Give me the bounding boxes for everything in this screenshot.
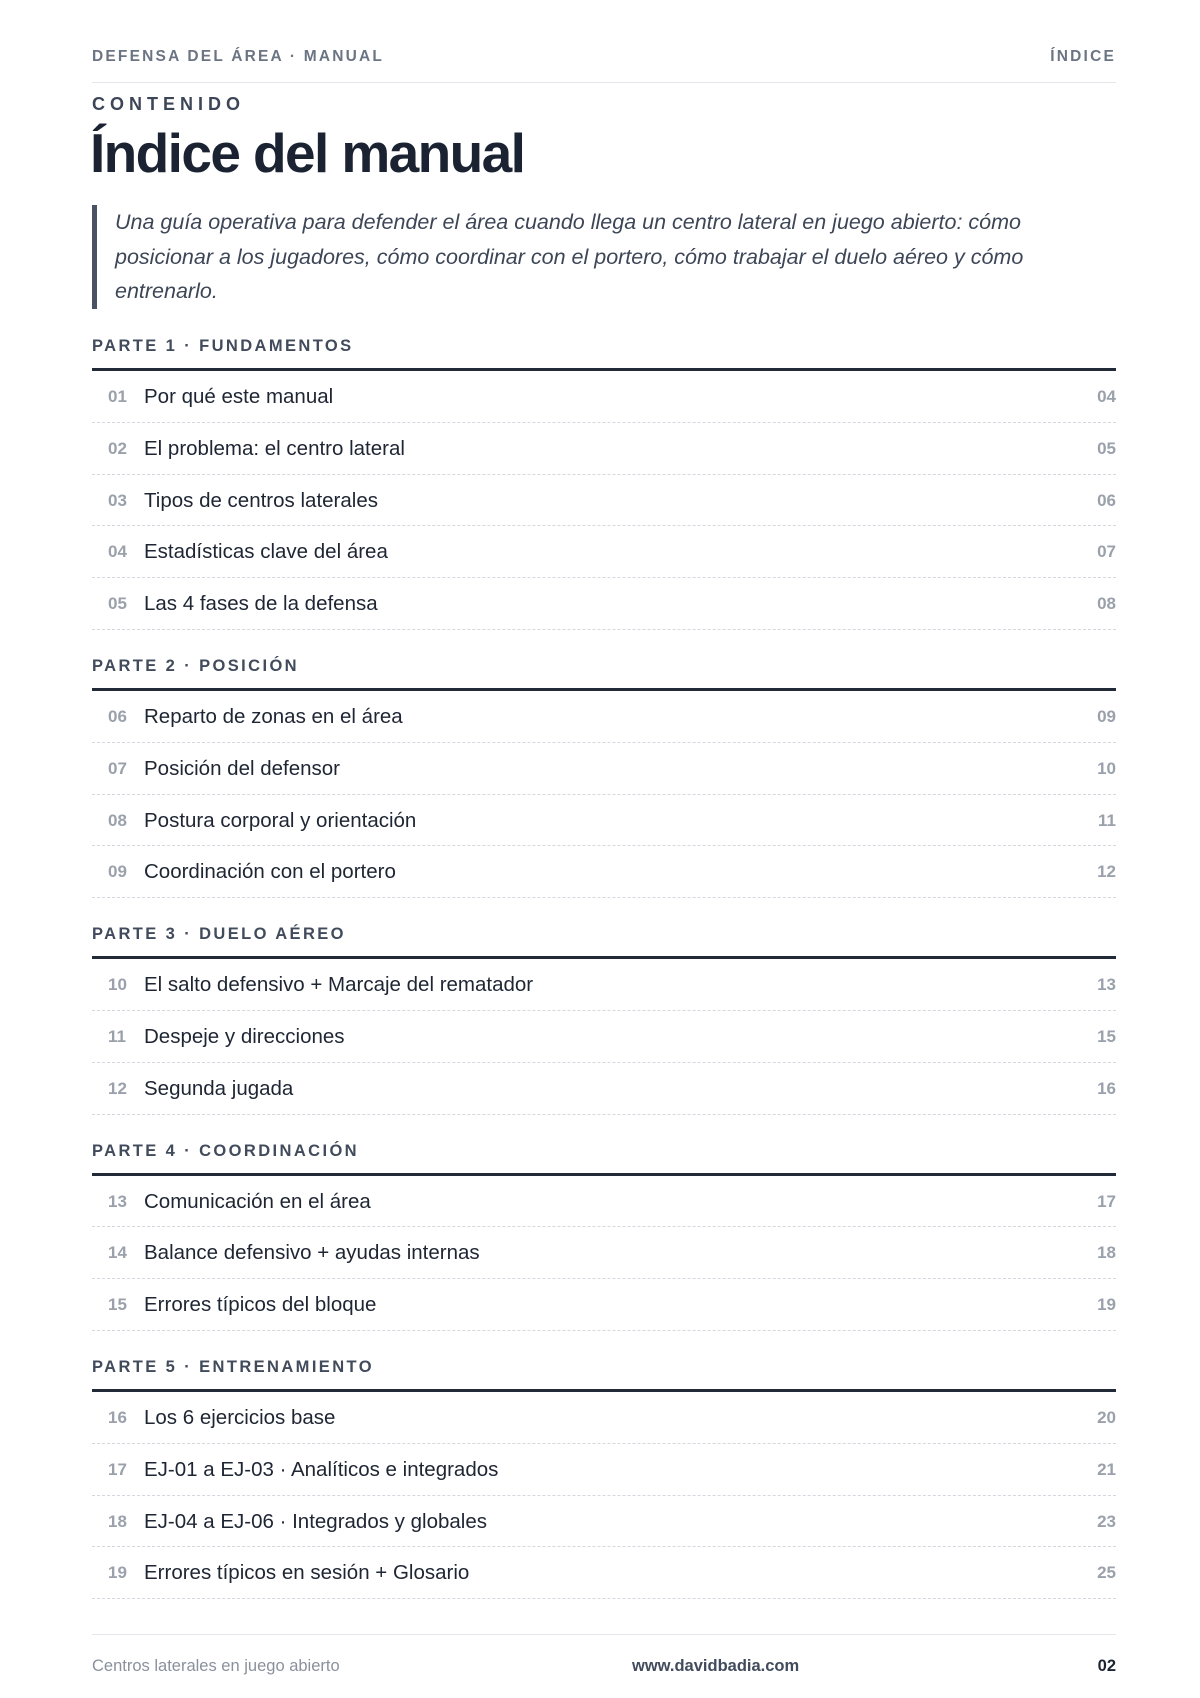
toc-entry-page: 04 — [1097, 387, 1116, 406]
toc-entry[interactable] — [92, 475, 1116, 527]
toc-entry-title: Segunda jugada — [144, 1076, 294, 1100]
toc-entry-title: Las 4 fases de la defensa — [144, 592, 378, 616]
toc-entry-number: 07 — [108, 758, 127, 778]
toc-entry-page: 11 — [1098, 810, 1116, 830]
toc-entry-title: Errores típicos del bloque — [144, 1293, 377, 1317]
toc-entry-title: Errores típicos en sesión + Glosario — [144, 1561, 470, 1585]
toc-entry[interactable] — [92, 795, 1116, 847]
toc-entry-page: 08 — [1097, 594, 1116, 614]
running-header — [92, 48, 1116, 83]
toc-entry-page: 18 — [1097, 1243, 1116, 1263]
toc-entry-page: 20 — [1097, 1407, 1116, 1427]
toc-entry-page: 09 — [1097, 706, 1116, 726]
toc-entry[interactable] — [92, 1227, 1116, 1279]
toc-entry[interactable] — [92, 743, 1116, 795]
toc-entry-number: 15 — [108, 1295, 127, 1315]
toc-entry-title: Los 6 ejercicios base — [144, 1405, 336, 1429]
toc-entry[interactable] — [92, 423, 1116, 475]
toc-entry[interactable] — [92, 578, 1116, 630]
toc-entry-page: 21 — [1097, 1459, 1116, 1479]
toc-part — [92, 336, 1116, 630]
toc-entry[interactable] — [92, 1011, 1116, 1063]
toc-entry-title: Despeje y direcciones — [144, 1024, 345, 1048]
toc-entry-page: 12 — [1097, 862, 1116, 882]
toc-entry-number: 01 — [108, 387, 127, 406]
toc-entry-number: 08 — [108, 810, 127, 830]
toc-entry[interactable] — [92, 959, 1116, 1011]
footer-page-number: 02 — [1097, 1657, 1116, 1675]
toc-part-header: PARTE 1 · FUNDAMENTOS — [92, 336, 1116, 371]
toc-entry-number: 09 — [108, 862, 127, 882]
toc-entry-page: 06 — [1097, 490, 1116, 510]
toc-entry-title: El salto defensivo + Marcaje del rematador — [144, 973, 534, 997]
section-eyebrow: CONTENIDO — [92, 94, 245, 114]
toc-entry[interactable] — [92, 1444, 1116, 1496]
toc-part-header: PARTE 3 · DUELO AÉREO — [92, 924, 1116, 959]
toc-part-header: PARTE 4 · COORDINACIÓN — [92, 1141, 1116, 1176]
page-footer — [92, 1634, 1116, 1675]
toc-entry-title: Postura corporal y orientación — [144, 808, 417, 832]
toc-entry-page: 17 — [1097, 1191, 1116, 1211]
toc-entry-page: 23 — [1097, 1511, 1116, 1531]
toc-entry-page: 16 — [1097, 1078, 1116, 1098]
toc-entry-title: EJ-04 a EJ-06 · Integrados y globales — [144, 1509, 487, 1533]
toc-entry-number: 02 — [108, 438, 127, 458]
footer-book-title: Centros laterales en juego abierto — [92, 1657, 340, 1675]
toc-entry-page: 25 — [1097, 1563, 1116, 1583]
running-header-section: ÍNDICE — [1050, 48, 1116, 65]
running-header-title: DEFENSA DEL ÁREA · MANUAL — [92, 48, 385, 65]
toc-part — [92, 1141, 1116, 1331]
page-title: Índice del manual — [90, 122, 525, 184]
toc-entry-number: 14 — [108, 1243, 127, 1263]
toc-entry-page: 10 — [1097, 758, 1116, 778]
toc-entry[interactable] — [92, 1279, 1116, 1331]
toc-part-header: PARTE 2 · POSICIÓN — [92, 656, 1116, 691]
toc-entry-page: 13 — [1097, 975, 1116, 995]
toc-entry-title: Por qué este manual — [144, 385, 334, 408]
toc-entry-page: 19 — [1097, 1295, 1116, 1315]
toc-entry-title: Reparto de zonas en el área — [144, 704, 403, 728]
table-of-contents — [92, 336, 1116, 1599]
toc-part — [92, 1357, 1116, 1599]
toc-entry-title: Comunicación en el área — [144, 1189, 371, 1213]
toc-entry-number: 03 — [108, 490, 127, 510]
toc-entry[interactable] — [92, 1496, 1116, 1548]
toc-entry-number: 10 — [108, 975, 127, 995]
toc-part — [92, 656, 1116, 898]
toc-entry[interactable] — [92, 1063, 1116, 1115]
toc-entry-number: 19 — [108, 1563, 127, 1583]
toc-entry-number: 17 — [108, 1459, 127, 1479]
toc-entry-title: Tipos de centros laterales — [144, 488, 378, 512]
toc-entry[interactable] — [92, 1176, 1116, 1228]
toc-entry[interactable] — [92, 371, 1116, 423]
toc-entry-title: Posición del defensor — [144, 756, 341, 780]
toc-entry-page: 15 — [1097, 1026, 1116, 1046]
toc-entry-page: 07 — [1097, 542, 1116, 562]
toc-entry-title: EJ-01 a EJ-03 · Analíticos e integrados — [144, 1457, 499, 1481]
toc-entry-number: 04 — [108, 542, 127, 562]
toc-entry[interactable] — [92, 526, 1116, 578]
toc-entry-number: 06 — [108, 706, 127, 726]
toc-part — [92, 924, 1116, 1114]
toc-entry-page: 05 — [1097, 438, 1116, 458]
toc-part-header: PARTE 5 · ENTRENAMIENTO — [92, 1357, 1116, 1392]
toc-entry-number: 12 — [108, 1078, 127, 1098]
toc-entry-title: El problema: el centro lateral — [144, 436, 405, 460]
footer-website-link[interactable]: www.davidbadia.com — [632, 1657, 800, 1675]
toc-entry-title: Estadísticas clave del área — [144, 540, 388, 564]
toc-entry[interactable] — [92, 1392, 1116, 1444]
toc-entry-number: 13 — [108, 1191, 127, 1211]
lead-quote: Una guía operativa para defender el área cuando llega un centro lateral en juego abierto: cómo posicionar a los jugadores, cómo coordinar con el portero, cómo trabajar el duelo aéreo y cómo entrenarlo. — [92, 205, 1092, 309]
toc-entry-number: 05 — [108, 594, 127, 614]
toc-entry[interactable] — [92, 846, 1116, 898]
toc-entry-number: 16 — [108, 1407, 127, 1427]
toc-entry-number: 11 — [108, 1026, 126, 1046]
toc-entry-title: Balance defensivo + ayudas internas — [144, 1241, 480, 1265]
toc-entry-number: 18 — [108, 1511, 127, 1531]
toc-entry-title: Coordinación con el portero — [144, 860, 396, 884]
toc-entry[interactable] — [92, 691, 1116, 743]
toc-entry[interactable] — [92, 1547, 1116, 1599]
